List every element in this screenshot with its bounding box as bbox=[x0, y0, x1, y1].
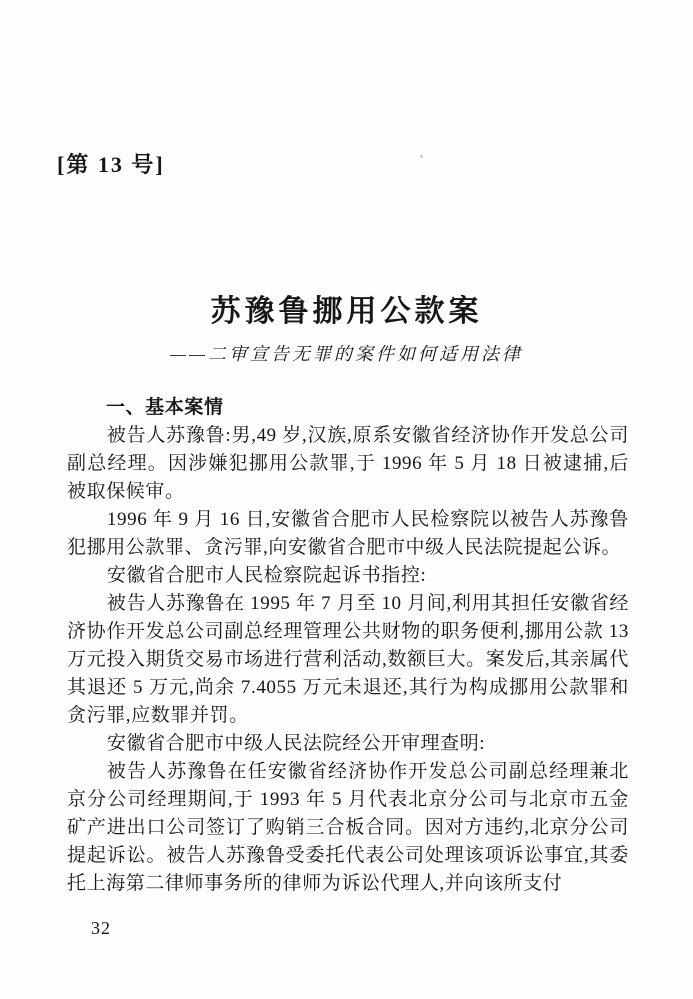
document-body bbox=[67, 394, 629, 898]
paragraph-court-findings: 被告人苏豫鲁在任安徽省经济协作开发总公司副总经理兼北京分公司经理期间,于 1993 年 5 月代表北京分公司与北京市五金矿产进出口公司签订了购销三合板合同。因对方违约,北京分公司提起诉讼。被告人苏豫鲁受委托代表公司处理该项诉讼事宜,其委托上海第二律师事务所的律师为诉讼代理人,并向该所支付 bbox=[67, 761, 629, 894]
case-number-label: [第 13 号] bbox=[57, 152, 165, 177]
paragraph-defendant-profile: 被告人苏豫鲁:男,49 岁,汉族,原系安徽省经济协作开发总公司副总经理。因涉嫌犯挪用公款罪,于 1996 年 5 月 18 日被逮捕,后被取保候审。 bbox=[67, 425, 629, 502]
paragraph-court-findings-lead-in: 安徽省合肥市中级人民法院经公开审理查明: bbox=[106, 733, 486, 754]
case-subtitle: ——二审宣告无罪的案件如何适用法律 bbox=[169, 344, 523, 364]
paragraph-prosecution-filing: 1996 年 9 月 16 日,安徽省合肥市人民检察院以被告人苏豫鲁犯挪用公款罪、贪污罪,向安徽省合肥市中级人民法院提起公诉。 bbox=[67, 509, 629, 558]
paragraph-indictment-lead-in: 安徽省合肥市人民检察院起诉书指控: bbox=[106, 565, 427, 586]
page-number: 32 bbox=[91, 918, 111, 938]
case-title: 苏豫鲁挪用公款案 bbox=[210, 295, 483, 328]
scan-artifact-dot bbox=[420, 155, 423, 158]
paragraph-indictment-allegations: 被告人苏豫鲁在 1995 年 7 月至 10 月间,利用其担任安徽省经济协作开发总公司副总经理管理公共财物的职务便利,挪用公款 13 万元投入期货交易市场进行营利活动,数额巨大。案发后,其亲属代其退还 5 万元,尚余 7.4055 万元未退还,其行为构成挪用公款罪和贪污罪,应数罪并罚。 bbox=[67, 593, 629, 726]
section-heading-basic-facts: 一、基本案情 bbox=[105, 397, 224, 418]
